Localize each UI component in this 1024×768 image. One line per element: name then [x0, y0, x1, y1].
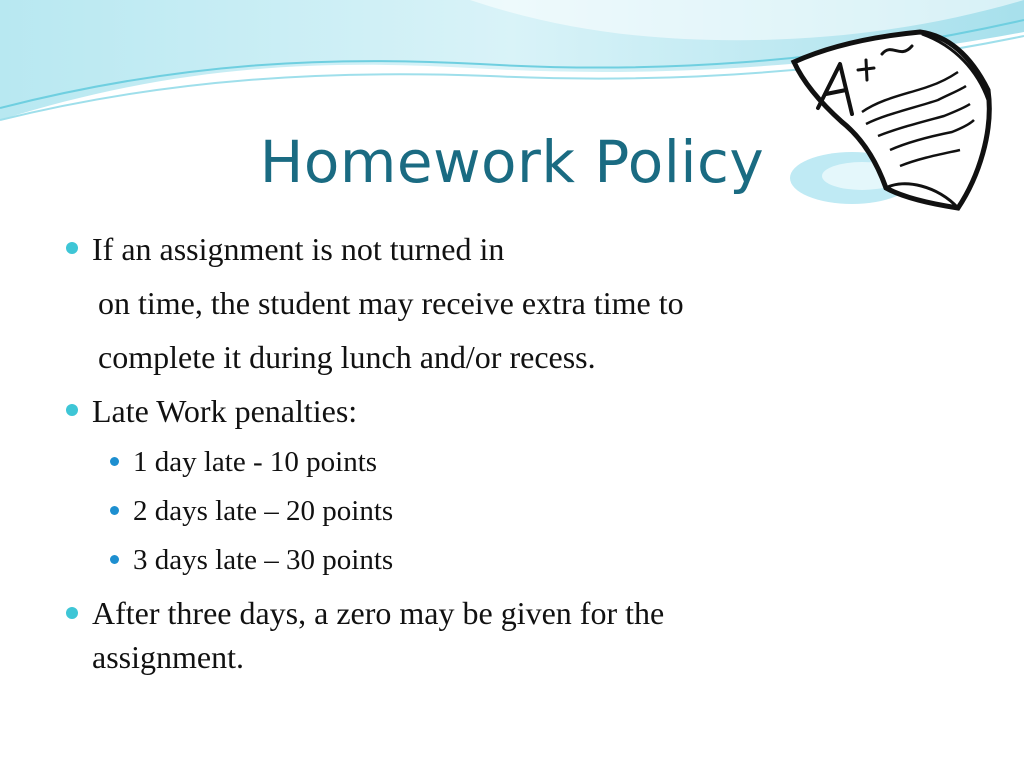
- sub-bullet-item: [62, 487, 962, 536]
- bullet-item: [62, 384, 962, 438]
- bullet-text-wrap: assignment.: [92, 639, 244, 675]
- sub-bullet-text: 2 days late – 20 points: [133, 495, 394, 527]
- sub-bullet-dot-icon: [110, 555, 119, 564]
- sub-bullet-text: 3 days late – 30 points: [133, 544, 394, 576]
- sub-bullet-item: [62, 438, 962, 487]
- slide-title: Homework Policy: [259, 128, 765, 196]
- bullet-dot-icon: [66, 404, 78, 416]
- sub-bullet-item: [62, 536, 962, 585]
- bullet-dot-icon: [66, 607, 78, 619]
- bullet-continuation: on time, the student may receive extra time to: [98, 285, 684, 321]
- bullet-continuation: complete it during lunch and/or recess.: [98, 339, 596, 375]
- sub-bullet-text: 1 day late - 10 points: [133, 446, 378, 478]
- bullet-text: Late Work penalties:: [92, 393, 358, 429]
- bullet-text: If an assignment is not turned in: [92, 231, 505, 267]
- sub-bullet-dot-icon: [110, 457, 119, 466]
- bullet-item: [62, 591, 962, 679]
- slide-body: [62, 222, 962, 679]
- sub-bullet-dot-icon: [110, 506, 119, 515]
- bullet-item: [62, 222, 962, 276]
- bullet-dot-icon: [66, 242, 78, 254]
- bullet-text: After three days, a zero may be given for the: [92, 595, 665, 631]
